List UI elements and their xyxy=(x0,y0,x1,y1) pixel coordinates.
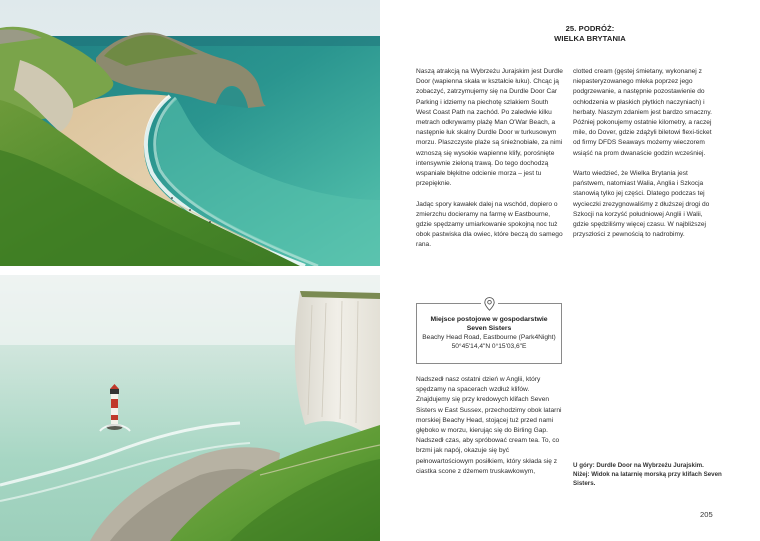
chapter-number: 25. PODRÓŻ: xyxy=(565,24,615,33)
page-number: 205 xyxy=(700,510,713,519)
location-pin-icon xyxy=(481,295,498,312)
right-page-text xyxy=(380,0,760,541)
paragraph-durdle-door: Naszą atrakcją na Wybrzeżu Jurajskim jest Durdle Door (wapienna skała w kształcie łuku). Chcąc ją zobaczyć, zatrzymujemy się na Durdle Door Car Parking i idziemy na piechotę szlakiem South West Coast Path na zachód. Po zaledwie kilku metrach odkrywamy plażę Man O'War Beach, a następnie łuk skalny Durdle Door w turkusowym morzu. Plaszczyste plaże są śnieżnobiałe, za nimi wznoszą się wysokie wapienne klify, porośnięte intensywnie zieloną trawą. Do tego dochodzą wspaniałe błękitne odcienie morza – jest tu przepięknie. xyxy=(416,68,563,188)
durdle-door-illustration xyxy=(0,0,380,266)
paragraph-seven-sisters: Nadszedł nasz ostatni dzień w Anglii, który spędzamy na spacerach wzdłuż klifów. Znajdujemy się przy kredowych klifach Seven Sisters w East Sussex, przechodzimy obok latarni morskiej Beachy Head, stojącej tuż przed nami głęboko w morzu, kierując się do Birling Gap. Nadszedł czas, aby spróbować cream tea. To, co brzmi jak napój, okazuje się być pełnowartościowym posiłkiem, który składa się z ciastka scone z dżemem truskawkowym, xyxy=(416,376,562,475)
info-box-address: Beachy Head Road, Eastbourne (Park4Night) xyxy=(422,334,556,341)
paragraph-eastbourne: Jadąc spory kawałek dalej na wschód, dopiero o zmierzchu docieramy na farmę w Eastbourne, gdzie spędzamy umiarkowanie spokojną noc tuż obok pastwiska dla owiec, które beczą do samego rana. xyxy=(416,200,563,249)
text-column-right xyxy=(573,67,720,251)
text-column-left xyxy=(416,67,563,261)
info-box-coordinates: 50°45'14,4"N 0°15'03,6"E xyxy=(451,343,527,350)
paragraph-great-britain: Warto wiedzieć, że Wielka Brytania jest państwem, natomiast Walia, Anglia i Szkocja stanowią tylko jej części. Dlatego podczas tej wycieczki zrezygnowaliśmy z dłuższej drogi do Szkocji na korzyść południowej Anglii i Walii, gdzie spędziliśmy więcej czasu. W najbliższej przyszłości z pewnością to nadrobimy. xyxy=(573,170,710,239)
chapter-name: WIELKA BRYTANIA xyxy=(554,33,626,43)
photo-seven-sisters-lighthouse xyxy=(0,275,380,541)
photo-caption xyxy=(573,461,723,489)
caption-bottom: Niżej: Widok na latarnię morską przy klifach Seven Sisters. xyxy=(573,471,722,488)
campsite-info-box xyxy=(416,303,562,364)
photo-durdle-door xyxy=(0,0,380,266)
chapter-title xyxy=(510,24,670,43)
info-box-title-line2: Seven Sisters xyxy=(466,325,512,332)
caption-top: U góry: Durdle Door na Wybrzeżu Jurajskim. xyxy=(573,462,704,469)
seven-sisters-illustration xyxy=(0,275,380,541)
info-box-title-line1: Miejsce postojowe w gospodarstwie xyxy=(430,316,548,323)
paragraph-cream-tea: clotted cream (gęstej śmietany, wykonanej z niepasteryzowanego mleka poprzez jego podgrzewanie, a następnie pozostawienie do ochłodzenia w płaskich płytkich naczyniach) i herbaty. Naszym zdaniem jest bardzo smaczny. Później pokonujemy ostatnie kilometry, a raczej mile, do Dover, gdzie zdążyli biletowi flexi-ticket od firmy DFDS Seaways możemy wieczorem wsiąść na prom dwanaście godzin wcześniej. xyxy=(573,68,713,157)
text-column-left-lower xyxy=(416,375,563,487)
